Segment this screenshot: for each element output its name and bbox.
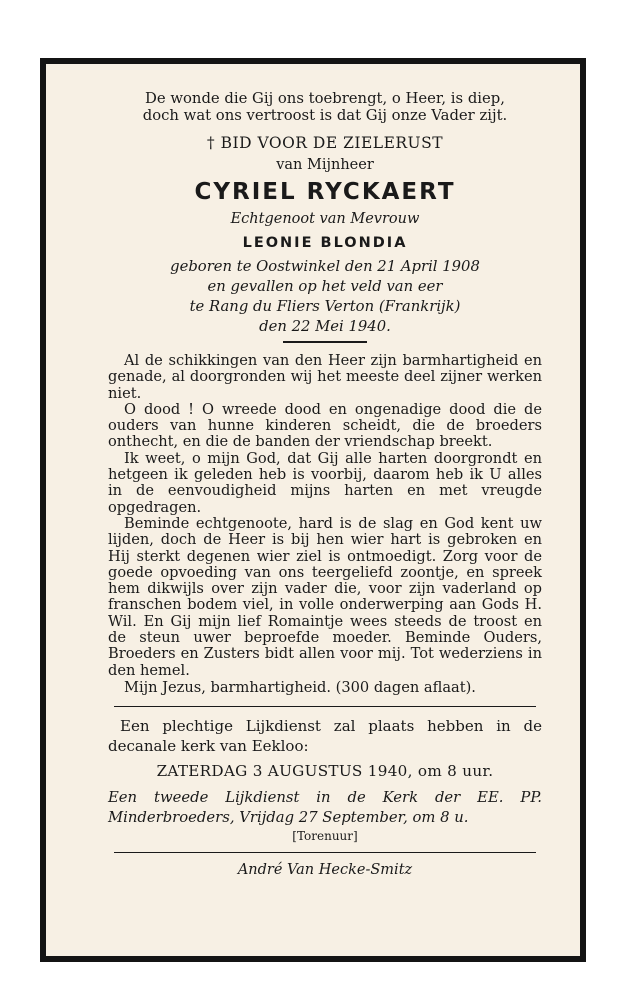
prayer-request: † BID VOOR DE ZIELERUST xyxy=(206,134,444,152)
paragraph: Al de schikkingen van den Heer zijn barmhartigheid en genade, al doorgronden wij het meeste deel zijner werken niet. xyxy=(108,352,542,402)
bio-line-3: te Rang du Fliers Verton (Frankrijk) xyxy=(189,298,461,315)
card-content xyxy=(46,64,580,956)
divider-long xyxy=(114,706,536,707)
van-mijnheer: van Mijnheer xyxy=(276,157,374,173)
divider-bottom xyxy=(114,852,536,853)
spouse-name: LEONIE BLONDIA xyxy=(242,235,408,251)
paragraph: Beminde echtgenoote, hard is de slag en God kent uw lijden, doch de Heer is bij hen wier hart is gebroken en Hij sterkt degenen wier ziel is ontmoedigt. Zorg voor de goede opvoeding van ons teergeliefd zoontje, en spreek hem dikwijls over zijn vader die, voor zijn vaderland op franschen bodem viel, in volle onderwerping aan Gods H. Wil. En Gij mijn lief Romaintje wees steeds de troost en de steun uwer beproefde moeder. Beminde Ouders, Broeders en Zusters bidt allen voor mij. Tot wederziens in den hemel. xyxy=(108,514,542,679)
bio-line-2: en gevallen op het veld van eer xyxy=(207,278,443,295)
motto-line-2: doch wat ons vertroost is dat Gij onze Vader zijt. xyxy=(142,107,508,124)
second-service: Een tweede Lijkdienst in de Kerk der EE. PP. Minderbroeders, Vrijdag 27 September, om 8 u. xyxy=(108,788,542,826)
biography xyxy=(108,257,542,337)
paragraph: Ik weet, o mijn God, dat Gij alle harten doorgrondt en hetgeen ik geleden heb is voorbij, daarom heb ik U alles in de eenvoudigheid mijns harten en met vreugde opgedragen. xyxy=(108,449,542,516)
memorial-text xyxy=(108,353,542,679)
funeral-date: ZATERDAG 3 AUGUSTUS 1940, om 8 uur. xyxy=(156,761,494,780)
deceased-name: CYRIEL RYCKAERT xyxy=(194,179,456,205)
motto xyxy=(108,90,542,124)
motto-line-1: De wonde die Gij ons toebrengt, o Heer, is diep, xyxy=(145,90,505,107)
spouse-intro: Echtgenoot van Mevrouw xyxy=(230,211,420,227)
memorial-card xyxy=(40,58,586,962)
bio-line-4: den 22 Mei 1940. xyxy=(259,318,391,335)
paragraph: O dood ! O wreede dood en ongenadige dood die de ouders van hunne kinderen scheidt, die de broeders onthecht, en die de banden der vriendschap breekt. xyxy=(108,400,542,451)
bio-line-1: geboren te Oostwinkel den 21 April 1908 xyxy=(170,258,480,275)
printer-credit: André Van Hecke-Smitz xyxy=(237,861,413,878)
funeral-service: Een plechtige Lijkdienst zal plaats hebben in de decanale kerk van Eekloo: xyxy=(108,716,542,755)
indulgence-prayer: Mijn Jezus, barmhartigheid. (300 dagen aflaat). xyxy=(124,678,476,696)
torenuur-note: [Torenuur] xyxy=(292,828,358,843)
divider-short xyxy=(283,341,367,343)
